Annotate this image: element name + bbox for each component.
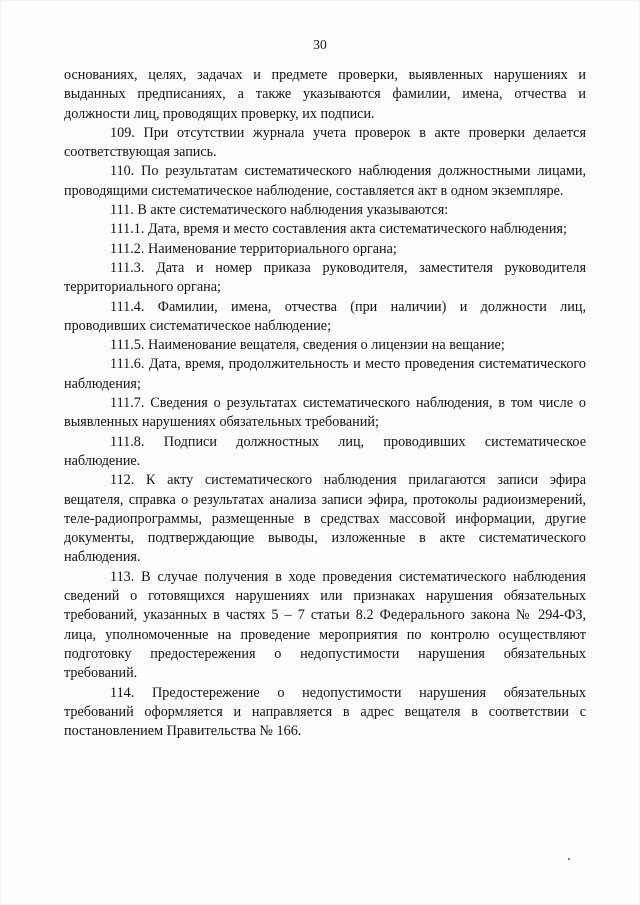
paragraph-111-7: 111.7. Сведения о результатах систематического наблюдения, в том числе о выявленных нарушениях обязательных требований;: [64, 395, 586, 431]
paragraph-111-4: 111.4. Фамилии, имена, отчества (при наличии) и должности лиц, проводивших систематическое наблюдение;: [64, 298, 586, 334]
paragraph-111-3: 111.3. Дата и номер приказа руководителя, заместителя руководителя территориального органа;: [64, 259, 586, 296]
paragraph-111-5: 111.5. Наименование вещателя, сведения о лицензии на вещание;: [110, 337, 505, 354]
paragraph-113: 113. В случае получения в ходе проведения систематического наблюдения сведений о готовящихся нарушениях или признаках нарушения обязательных требований, указанных в частях 5 – 7 статьи 8.2 Федерального закона № 294-ФЗ, лица, уполномоченные на проведение мероприятия по контролю осуществляют подготовку предостережения о недопустимости нарушения обязательных требований.: [64, 568, 586, 682]
paragraph-111-8: 111.8. Подписи должностных лиц, проводивших систематическое наблюдение.: [64, 433, 586, 469]
paragraph-111: 111. В акте систематического наблюдения указываются:: [110, 202, 449, 219]
paragraph-114: 114. Предостережение о недопустимости нарушения обязательных требований оформляется и направляется в адрес вещателя в соответствии с постановлением Правительства № 166.: [64, 684, 586, 740]
page-number: 30: [313, 37, 327, 52]
paragraph-continuation: основаниях, целях, задачах и предмете проверки, выявленных нарушениях и выданных предписаниях, а также указываются фамилии, имена, отчества и должности лиц, проводящих проверку, их подписи.: [64, 67, 586, 122]
paragraph-109: 109. При отсутствии журнала учета проверок в акте проверки делается соответствующая запись.: [64, 124, 586, 161]
paragraph-111-1: 111.1. Дата, время и место составления акта систематического наблюдения;: [110, 221, 567, 238]
paragraph-111-2: 111.2. Наименование территориального органа;: [110, 240, 397, 257]
scan-speck: [568, 858, 570, 860]
paragraph-110: 110. По результатам систематического наблюдения должностными лицами, проводящими систематическое наблюдение, составляется акт в одном экземпляре.: [64, 163, 586, 199]
paragraph-112: 112. К акту систематического наблюдения прилагаются записи эфира вещателя, справка о результатах анализа записи эфира, протоколы радиоизмерений, теле-радиопрограммы, размещенные в средствах массовой информации, другие документы, подтверждающие выводы, изложенные в акте систематического наблюдения.: [64, 472, 586, 566]
document-body: [64, 66, 586, 741]
paragraph-111-6: 111.6. Дата, время, продолжительность и место проведения систематического наблюдения;: [64, 356, 586, 392]
